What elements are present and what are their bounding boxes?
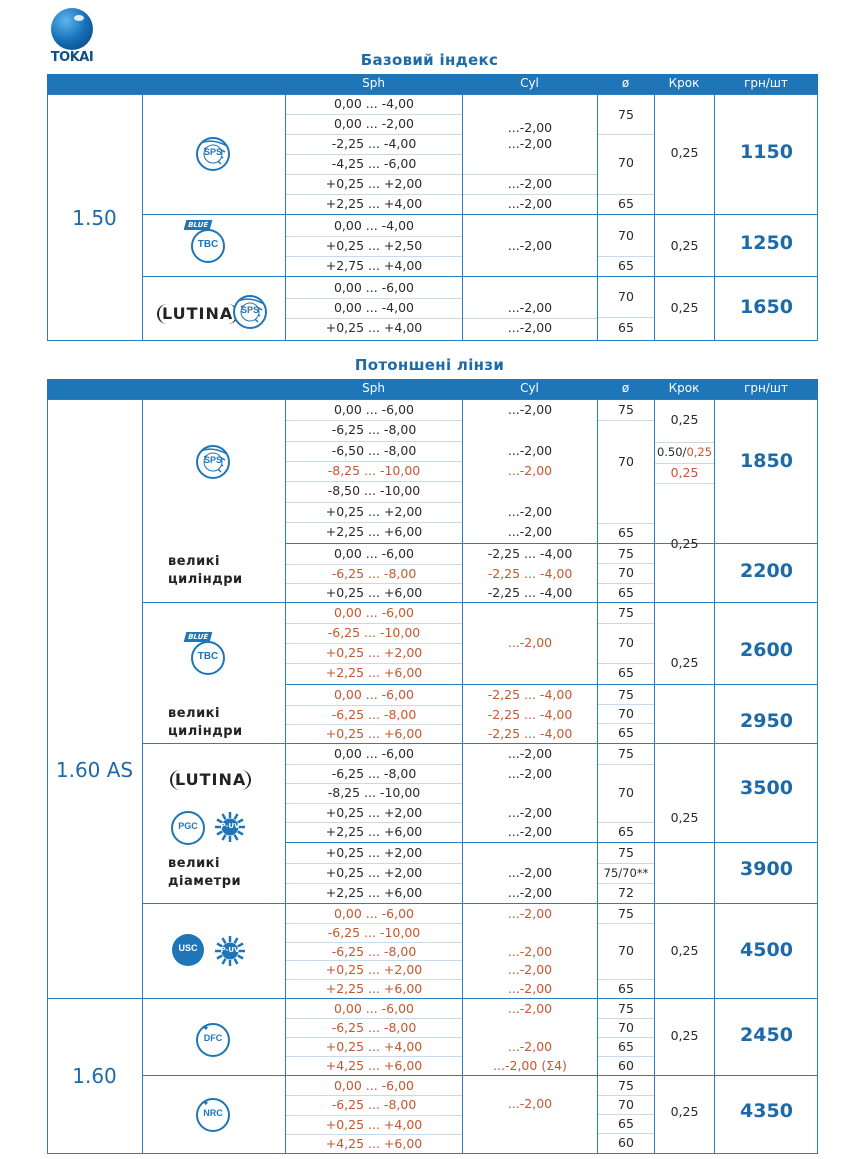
cyl-cell: ...-2,00 [507, 865, 553, 880]
diam-cell: 75 [618, 845, 634, 860]
sph-cell: -6,25 ... -10,00 [327, 924, 421, 940]
sps-logo-2 [230, 292, 270, 332]
cyl-cell: -2,25 ... -4,00 [487, 565, 573, 581]
sps-logo-1-label: SPS [203, 147, 222, 157]
nrc-logo-label: NRC [203, 1108, 223, 1118]
dfc-logo [193, 1020, 233, 1060]
sph-cell: +2,25 ... +6,00 [325, 824, 423, 840]
sph-cell: -6,25 ... -8,00 [331, 765, 417, 781]
cyl-cell: ...-2,00 [507, 962, 553, 978]
cyl-cell: ...-2,00 [507, 120, 553, 135]
diam-cell: 65 [618, 824, 634, 839]
sps-logo-2-label: SPS [240, 305, 259, 315]
cyl-cell: ...-2,00 [507, 1039, 553, 1054]
diam-cell: 70 [618, 1097, 634, 1112]
diam-cell: 72 [618, 885, 634, 900]
sph-cell: +2,25 ... +6,00 [325, 665, 423, 680]
sph-cell: +0,25 ... +2,00 [325, 645, 423, 660]
sph-cell: +0,25 ... +6,00 [325, 585, 423, 600]
sph-cell: +2,25 ... +6,00 [325, 523, 423, 539]
sph-cell: -6,25 ... -8,00 [331, 943, 417, 959]
sph-cell: -6,50 ... -8,00 [331, 442, 417, 458]
diam-cell: 65 [618, 981, 634, 996]
index-160: 1.60 [72, 1064, 117, 1088]
sph-cell: 0,00 ... -6,00 [333, 746, 415, 761]
sph-cell: -2,25 ... -4,00 [331, 136, 417, 151]
sph-cell: +2,25 ... +4,00 [325, 196, 423, 211]
cyl-cell: ...-2,00 [507, 196, 553, 211]
sps-logo-3-label: SPS [203, 455, 222, 465]
label-big-diam: великі діаметри [168, 856, 242, 889]
diam-cell: 70 [618, 454, 634, 469]
diam-cell: 65 [618, 258, 634, 273]
diam-cell: 75/70** [603, 866, 649, 880]
nrc-logo [193, 1095, 233, 1135]
cyl-cell: ...-2,00 [507, 402, 553, 417]
diam-cell: 75 [618, 546, 634, 561]
price-cell: 1150 [740, 141, 793, 163]
cyl-cell: ...-2,00 [507, 320, 553, 335]
cyl-cell: ...-2,00 [507, 981, 553, 997]
puv-logo-1-label: P-UV [220, 822, 240, 830]
section-title-base: Базовий індекс [360, 51, 499, 69]
sph-cell: 0,00 ... -4,00 [333, 218, 415, 233]
step-cell: 0,25 [670, 145, 699, 160]
diam-cell: 75 [618, 906, 634, 921]
sph-cell: +0,25 ... +4,00 [325, 320, 423, 335]
cyl-cell: -2,25 ... -4,00 [487, 706, 573, 722]
price-cell: 2200 [740, 560, 793, 582]
diam-cell: 70 [618, 635, 634, 650]
sph-cell: +0,25 ... +2,00 [325, 962, 423, 978]
diam-cell: 75 [618, 687, 634, 702]
puv-logo-1 [213, 810, 247, 844]
tbc-logo-2-label: TBC [197, 651, 219, 662]
usc-logo-label: USC [178, 943, 198, 953]
cyl-cell: ...-2,00 [507, 824, 553, 840]
sph-cell: -8,25 ... -10,00 [327, 785, 421, 801]
table-header-base [47, 74, 818, 94]
diam-cell: 60 [618, 1058, 634, 1073]
sph-cell: +0,25 ... +2,50 [325, 238, 423, 253]
diam-cell: 65 [618, 725, 634, 740]
diam-cell: 70 [618, 289, 634, 304]
diam-cell: 70 [618, 785, 634, 800]
cyl-cell: ...-2,00 [507, 300, 553, 315]
diam-cell: 70 [618, 943, 634, 958]
cyl-cell: ...-2,00 [507, 442, 553, 458]
diam-cell: 65 [618, 525, 634, 540]
cyl-cell: ...-2,00 [507, 885, 553, 900]
sph-cell: +0,25 ... +4,00 [325, 1116, 423, 1132]
tbc-logo-1-blue-tag: BLUE [184, 220, 213, 230]
sph-cell: +4,25 ... +6,00 [325, 1135, 423, 1151]
diam-cell: 75 [618, 746, 634, 761]
step-cell: 0,25 [670, 1028, 699, 1043]
price-cell: 4350 [740, 1100, 793, 1122]
diam-cell: 70 [618, 228, 634, 243]
diam-cell: 70 [618, 155, 634, 170]
index-150: 1.50 [72, 206, 117, 230]
cyl-cell: ...-2,00 [507, 1001, 553, 1016]
cyl-cell: ...-2,00 [507, 136, 553, 151]
step-cell: 0,25 [670, 300, 699, 315]
sph-cell: -6,25 ... -8,00 [331, 706, 417, 722]
sph-cell: 0,00 ... -6,00 [333, 605, 415, 620]
col-diam: ø [621, 76, 630, 90]
puv-logo-2 [213, 934, 247, 968]
price-cell: 4500 [740, 939, 793, 961]
sph-cell: 0,00 ... -4,00 [333, 96, 415, 111]
cyl-cell: ...-2,00 [507, 765, 553, 781]
diam-cell: 65 [618, 196, 634, 211]
sps-logo-1 [193, 134, 233, 174]
step-cell: 0,25 [670, 412, 699, 427]
sph-cell: -6,25 ... -8,00 [331, 565, 417, 581]
cyl-cell: -2,25 ... -4,00 [487, 687, 573, 702]
sph-cell: 0,00 ... -6,00 [333, 687, 415, 702]
cyl-cell: ...-2,00 [507, 804, 553, 820]
sps-logo-3 [193, 442, 233, 482]
step-mixed-red: 0,25 [686, 445, 713, 459]
price-cell: 1250 [740, 232, 793, 254]
col-diam: ø [621, 381, 630, 395]
tbc-logo-2 [188, 638, 228, 678]
col-price: грн/шт [744, 76, 788, 90]
col-sph: Sph [362, 76, 385, 90]
step-cell: 0,25 [670, 465, 699, 480]
step-cell: 0,25 [670, 655, 699, 670]
diam-cell: 65 [618, 665, 634, 680]
cyl-cell: ...-2,00 (Σ4) [493, 1058, 567, 1073]
cyl-cell: ...-2,00 [507, 523, 553, 539]
step-cell: 0,25 [670, 943, 699, 958]
price-cell: 3900 [740, 858, 793, 880]
diam-cell: 65 [618, 320, 634, 335]
step-mixed-black: 0.50/ [656, 445, 687, 459]
sph-cell: +0,25 ... +2,00 [325, 503, 423, 519]
sph-cell: 0,00 ... -6,00 [333, 402, 415, 417]
cyl-cell: -2,25 ... -4,00 [487, 585, 573, 600]
label-big-cyl-2: великі циліндри [168, 706, 243, 739]
price-cell: 3500 [740, 777, 793, 799]
col-sph: Sph [362, 381, 385, 395]
section-title-thin: Потоншені лінзи [354, 356, 505, 374]
step-cell: 0,25 [670, 810, 699, 825]
tbc-logo-1-label: TBC [197, 239, 219, 250]
label-big-cyl-1: великі циліндри [168, 554, 243, 587]
lutina-logo-1: LUTINA [157, 304, 238, 324]
sph-cell: +0,25 ... +4,00 [325, 1039, 423, 1054]
svg-text:✦: ✦ [202, 1099, 210, 1109]
diam-cell: 70 [618, 706, 634, 721]
cyl-cell: ...-2,00 [507, 1096, 553, 1111]
sph-cell: -6,25 ... -8,00 [331, 422, 417, 438]
sph-cell: +0,25 ... +2,00 [325, 865, 423, 880]
logo-text: TOKAI [50, 50, 94, 65]
sph-cell: -4,25 ... -6,00 [331, 156, 417, 171]
sph-cell: +4,25 ... +6,00 [325, 1058, 423, 1073]
col-step: Крок [668, 76, 700, 90]
sph-cell: +2,25 ... +6,00 [325, 885, 423, 900]
dfc-logo-label: DFC [203, 1033, 223, 1043]
col-cyl: Cyl [520, 76, 539, 90]
sph-cell: 0,00 ... -6,00 [333, 546, 415, 561]
price-cell: 1850 [740, 450, 793, 472]
index-160as: 1.60 AS [55, 758, 134, 782]
sph-cell: -8,25 ... -10,00 [327, 462, 421, 478]
diam-cell: 65 [618, 1116, 634, 1131]
table-header-thin [47, 379, 818, 399]
sph-cell: +0,25 ... +2,00 [325, 176, 423, 191]
diam-cell: 75 [618, 107, 634, 122]
sph-cell: +2,25 ... +6,00 [325, 981, 423, 997]
sph-cell: +0,25 ... +6,00 [325, 726, 423, 741]
cyl-cell: ...-2,00 [507, 635, 553, 650]
sph-cell: 0,00 ... -2,00 [333, 116, 415, 131]
pgc-logo [168, 808, 208, 848]
cyl-cell: -2,25 ... -4,00 [487, 726, 573, 741]
sph-cell: 0,00 ... -4,00 [333, 300, 415, 315]
price-cell: 2950 [740, 710, 793, 732]
sph-cell: 0,00 ... -6,00 [333, 906, 415, 921]
diam-cell: 70 [618, 565, 634, 580]
cyl-cell: ...-2,00 [507, 176, 553, 191]
cyl-cell: ...-2,00 [507, 943, 553, 959]
step-cell: 0,25 [670, 238, 699, 253]
diam-cell: 75 [618, 605, 634, 620]
price-cell: 2450 [740, 1024, 793, 1046]
step-cell: 0,25 [670, 1104, 699, 1119]
sph-cell: +0,25 ... +2,00 [325, 804, 423, 820]
price-cell: 1650 [740, 296, 793, 318]
cyl-cell: ...-2,00 [507, 238, 553, 253]
diam-cell: 65 [618, 585, 634, 600]
sph-cell: -6,25 ... -8,00 [331, 1097, 417, 1113]
tbc-logo-2-blue-tag: BLUE [184, 632, 213, 642]
tbc-logo-1 [188, 226, 228, 266]
sph-cell: 0,00 ... -6,00 [333, 1078, 415, 1093]
diam-cell: 65 [618, 1039, 634, 1054]
sph-cell: -6,25 ... -10,00 [327, 625, 421, 640]
col-cyl: Cyl [520, 381, 539, 395]
sph-cell: +2,75 ... +4,00 [325, 258, 423, 273]
price-cell: 2600 [740, 639, 793, 661]
diam-cell: 70 [618, 1020, 634, 1035]
cyl-cell: ...-2,00 [507, 503, 553, 519]
step-cell-mixed [655, 442, 714, 462]
cyl-cell: -2,25 ... -4,00 [487, 546, 573, 561]
diam-cell: 75 [618, 402, 634, 417]
col-price: грн/шт [744, 381, 788, 395]
diam-cell: 60 [618, 1135, 634, 1150]
pgc-logo-label: PGC [178, 821, 198, 831]
sph-cell: +0,25 ... +2,00 [325, 845, 423, 860]
sph-cell: -6,25 ... -8,00 [331, 1020, 417, 1035]
sph-cell: -8,50 ... -10,00 [327, 483, 421, 499]
lutina-logo-2: LUTINA [170, 770, 251, 790]
sph-cell: 0,00 ... -6,00 [333, 1001, 415, 1016]
svg-text:✦: ✦ [202, 1024, 210, 1034]
diam-cell: 75 [618, 1078, 634, 1093]
col-step: Крок [668, 381, 700, 395]
cyl-cell: ...-2,00 [507, 462, 553, 478]
sph-cell: 0,00 ... -6,00 [333, 280, 415, 295]
cyl-cell: ...-2,00 [507, 746, 553, 761]
puv-logo-2-label: P-UV [220, 946, 240, 954]
usc-logo [168, 930, 208, 970]
diam-cell: 75 [618, 1001, 634, 1016]
cyl-cell: ...-2,00 [507, 906, 553, 921]
step-cell: 0,25 [670, 536, 699, 551]
